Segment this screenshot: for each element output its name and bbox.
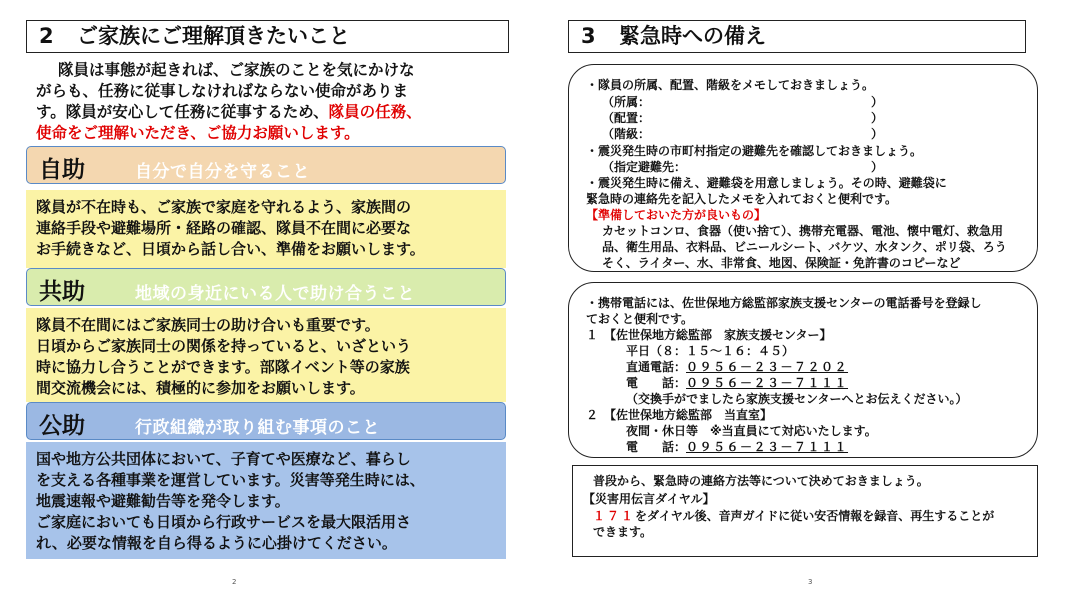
contact-org-heading: １ 【佐世保地方総監部 家族支援センター】	[586, 328, 832, 342]
phone-label: 電 話：	[626, 440, 687, 454]
memo-field-close: ）	[871, 127, 884, 141]
kyojo-subtitle: 地域の身近にいる人で助け合うこと	[135, 284, 415, 304]
intro-line: す。隊員が安心して任務に従事するため、	[36, 103, 329, 121]
memo-supplies-line: そく、ライター、水、非常食、地図、保険証・免許書のコピーなど	[602, 256, 961, 270]
intro-line: 隊員は事態が起きれば、ご家族のことを気にかけな	[58, 61, 415, 79]
contact-line: ておくと便利です。	[586, 312, 694, 326]
memo-box	[568, 64, 1038, 272]
memo-supplies-heading: 【準備しておいた方が良いもの】	[586, 208, 767, 222]
memo-line: ・隊員の所属、配置、階級をメモしておきましょう。	[586, 78, 875, 92]
contact-phone-row	[626, 439, 848, 455]
jijo-header	[26, 146, 506, 184]
kyojo-line: 間交流機会には、積極的に参加をお願いします。	[36, 379, 365, 397]
memo-line: ・震災発生時に備え、避難袋を用意しましょう。その時、避難袋に	[586, 176, 947, 190]
memo-field-close: ）	[871, 111, 884, 125]
contact-note: （交換手がでましたら家族支援センターへとお伝えください。）	[626, 392, 968, 406]
jijo-subtitle: 自分で自分を守ること	[135, 162, 310, 182]
kojo-body	[26, 442, 506, 559]
right-page	[540, 0, 1079, 607]
phone-number[interactable]: ０９５６－２３－７１１１	[686, 440, 849, 454]
phone-number[interactable]: ０９５６－２３－７２０２	[686, 360, 849, 374]
dial-line: できます。	[593, 525, 653, 539]
section-title-family	[26, 20, 509, 53]
kojo-line: 国や地方公共団体において、子育てや医療など、暮らし	[36, 450, 411, 468]
dial-text: をダイヤル後、音声ガイドに従い安否情報を録音、再生することが	[635, 509, 995, 523]
intro-emphasis: 隊員の任務、	[328, 103, 422, 121]
contact-hours: 夜間・休日等 ※当直員にて対応いたします。	[626, 424, 877, 438]
dial-line: 普段から、緊急時の連絡方法等について決めておきましょう。	[593, 474, 929, 488]
kojo-line: ご家庭においても日頃から行政サービスを最大限活用さ	[36, 513, 412, 531]
memo-field-label: （所属：	[602, 95, 651, 109]
phone-number[interactable]: ０９５６－２３－７１１１	[686, 376, 849, 390]
section-title-text: ご家族にご理解頂きたいこと	[77, 24, 350, 48]
contact-org-heading: ２ 【佐世保地方総監部 当直室】	[586, 408, 773, 422]
contact-hours: 平日（８：１５～１６：４５）	[626, 344, 795, 358]
kojo-line: 地震速報や避難勧告等を発令します。	[36, 492, 290, 510]
jijo-line: 隊員が不在時も、ご家族で家庭を守れるよう、家族間の	[36, 198, 412, 216]
kojo-line: を支える各種事業を運営しています。災害等発生時には、	[36, 471, 425, 489]
jijo-line: 連絡手段や避難場所・経路の確認、隊員不在間に必要な	[36, 219, 412, 237]
memo-supplies-line: 品、衛生用品、衣料品、ビニールシート、バケツ、水タンク、ポリ袋、ろう	[602, 240, 1007, 254]
contact-box	[568, 282, 1038, 458]
kojo-line: れ、必要な情報を自ら得るように心掛けてください。	[36, 534, 397, 552]
section-title-emergency	[568, 20, 1026, 53]
kojo-subtitle: 行政組織が取り組む事項のこと	[135, 418, 380, 438]
intro-line: がらも、任務に従事しなければならない使命がありま	[36, 82, 409, 100]
intro-emphasis: 使命をご理解いただき、ご協力お願いします。	[36, 124, 360, 142]
kojo-header	[26, 402, 506, 440]
page-number: 2	[232, 578, 237, 586]
jijo-body	[26, 190, 506, 268]
jijo-heading: 自助	[39, 157, 85, 183]
kyojo-heading: 共助	[39, 279, 85, 305]
phone-label: 直通電話：	[626, 360, 687, 374]
dial-number: １７１	[593, 509, 636, 523]
dial-line	[593, 508, 994, 524]
phone-label: 電 話：	[626, 376, 687, 390]
kyojo-body	[26, 308, 506, 402]
memo-field-label: （階級：	[602, 127, 651, 141]
intro-paragraph	[36, 60, 506, 144]
section-title-text: 緊急時への備え	[619, 24, 766, 48]
kyojo-line: 時に協力し合うことができます。部隊イベント等の家族	[36, 358, 410, 376]
kyojo-line: 隊員不在間にはご家族同士の助け合いも重要です。	[36, 316, 380, 334]
dial-box	[572, 465, 1038, 557]
memo-field-label: （配置：	[602, 111, 651, 125]
contact-phone-row	[626, 375, 848, 391]
dial-heading: 【災害用伝言ダイヤル】	[583, 492, 715, 506]
section-number: 3	[581, 24, 596, 48]
kojo-heading: 公助	[39, 413, 85, 439]
contact-phone-row	[626, 359, 848, 375]
kyojo-header	[26, 268, 506, 306]
memo-line: ・震災発生時の市町村指定の避難先を確認しておきましょう。	[586, 144, 923, 158]
contact-line: ・携帯電話には、佐世保地方総監部家族支援センターの電話番号を登録し	[586, 296, 982, 310]
memo-line: 緊急時の連絡先を記入したメモを入れておくと便利です。	[586, 192, 898, 206]
section-number: 2	[39, 24, 54, 48]
kyojo-line: 日頃からご家族同士の関係を持っていると、いざという	[36, 337, 412, 355]
memo-field-close: ）	[871, 95, 884, 109]
memo-field-label: （指定避難先：	[602, 160, 687, 174]
memo-field-close: ）	[871, 160, 884, 174]
page-number: 3	[808, 578, 813, 586]
jijo-line: お手続きなど、日頃から話し合い、準備をお願いします。	[36, 240, 425, 258]
memo-supplies-line: カセットコンロ、食器（使い捨て）、携帯充電器、電池、懐中電灯、救急用	[602, 224, 1004, 238]
